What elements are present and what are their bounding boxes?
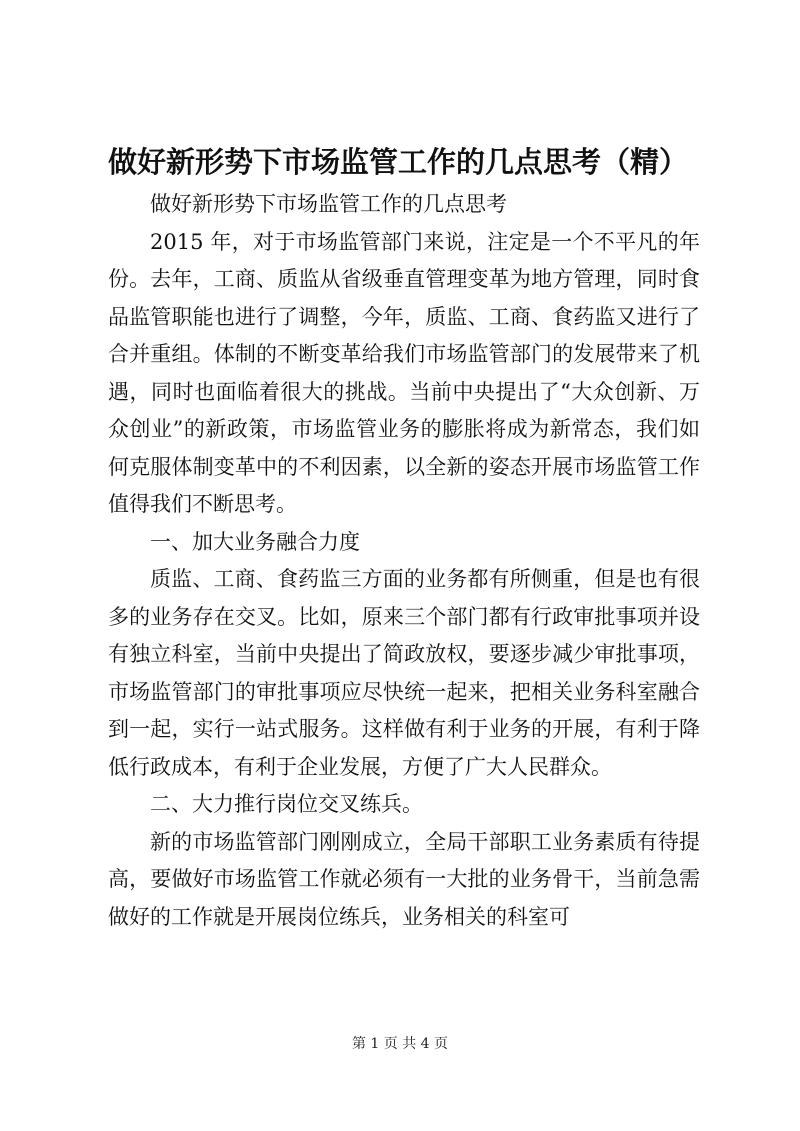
section-paragraph-1: 质监、工商、食药监三方面的业务都有所侧重，但是也有很多的业务存在交叉。比如，原来三个部门都有行政审批事项并设有独立科室，当前中央提出了简政放权，要逐步减少审批事项，市场监管部门的审批事项应尽快统一起来，把相关业务科室融合到一起，实行一站式服务。这样做有利于业务的开展，有利于降低行政成本，有利于企业发展，方便了广大人民群众。 [108, 567, 700, 779]
section-heading-1: 一、加大业务融合力度 [150, 529, 360, 554]
section-paragraph-2: 新的市场监管部门刚刚成立，全局干部职工业务素质有待提高，要做好市场监管工作就必须有一大批的业务骨干，当前急需做好的工作就是开展岗位练兵，业务相关的科室可 [108, 829, 700, 929]
document-body [108, 186, 700, 936]
document-title: 做好新形势下市场监管工作的几点思考（精） [108, 145, 689, 179]
section-heading-2: 二、大力推行岗位交叉练兵。 [150, 792, 423, 816]
intro-paragraph: 2015 年，对于市场监管部门来说，注定是一个不平凡的年份。去年，工商、质监从省级垂直管理变革为地方管理，同时食品监管职能也进行了调整，今年，质监、工商、食药监又进行了合并重组。体制的不断变革给我们市场监管部门的发展带来了机遇，同时也面临着很大的挑战。当前中央提出了“大众创新、万众创业”的新政策，市场监管业务的膨胀将成为新常态，我们如何克服体制变革中的不利因素，以全新的姿态开展市场监管工作值得我们不断思考。 [108, 229, 700, 516]
page-number-footer: 第 1 页 共 4 页 [351, 1036, 449, 1052]
subtitle-paragraph: 做好新形势下市场监管工作的几点思考 [150, 192, 507, 216]
